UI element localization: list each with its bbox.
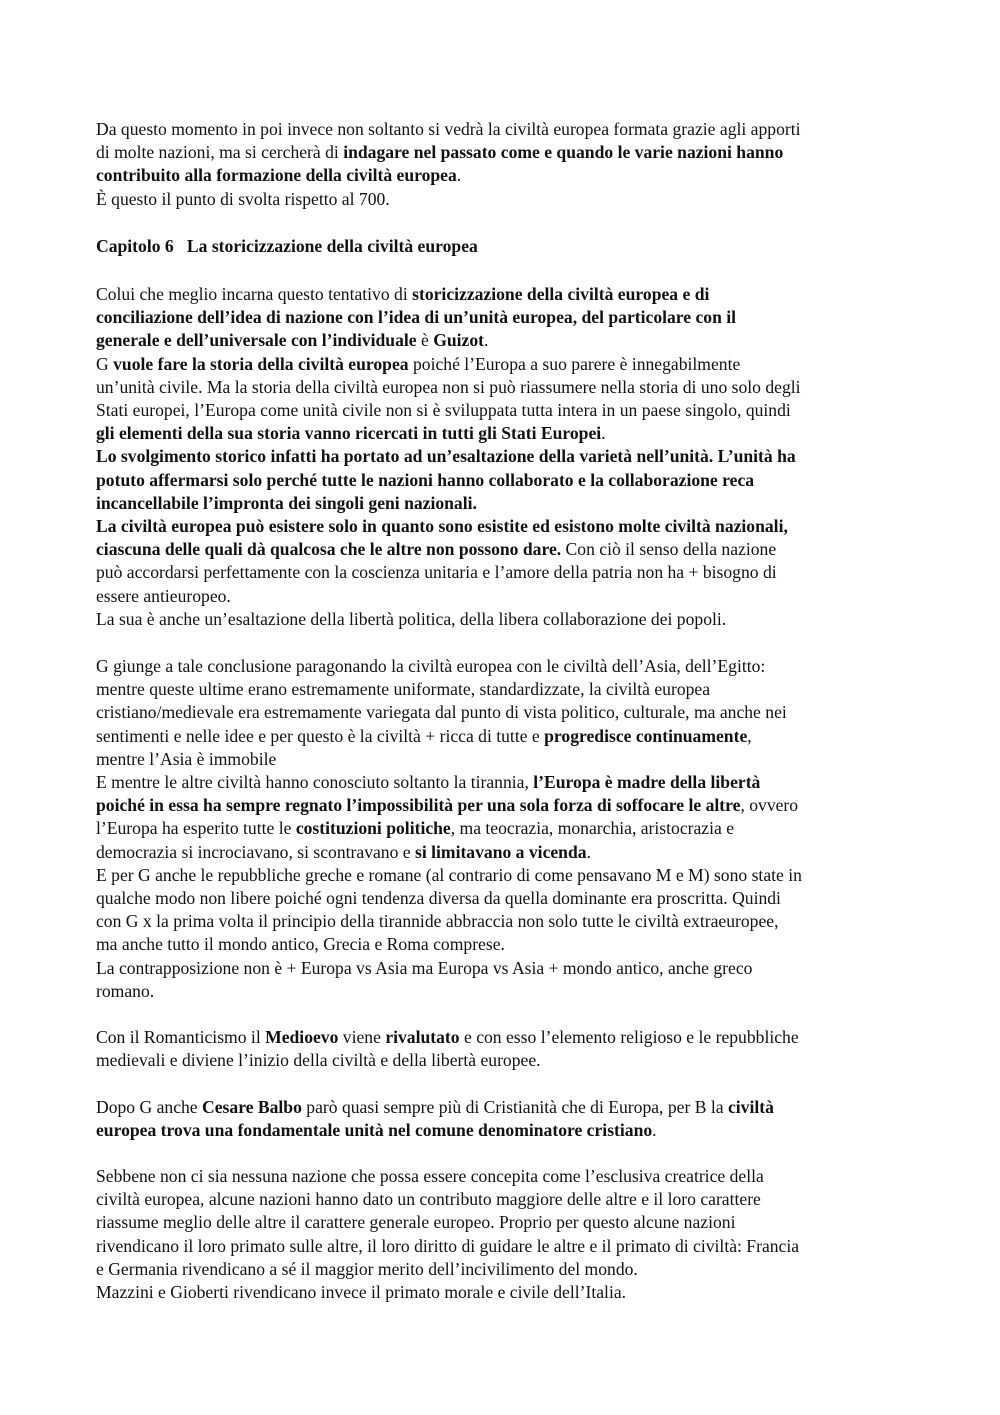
text-line: Mazzini e Gioberti rivendicano invece il primato morale e civile dell’Italia. [96, 1282, 627, 1303]
text-line: con G x la prima volta il principio della tirannide abbraccia non solo tutte le civiltà extraeuropee, [96, 911, 779, 932]
text-line: medievali e diviene l’inizio della civiltà e della libertà europee. [96, 1050, 541, 1071]
text-line: rivendicano il loro primato sulle altre, il loro diritto di guidare le altre e il primato di civiltà: Francia [96, 1235, 800, 1256]
text-line: mentre queste ultime erano estremamente uniformate, standardizzate, la civiltà europea [96, 679, 711, 700]
text-line: E per G anche le repubbliche greche e romane (al contrario di come pensavano M e M) sono state in [96, 864, 802, 885]
bold-text: vuole fare la storia della civiltà europea [113, 353, 409, 374]
text-line: sentimenti e nelle idee e per questo è la civiltà + ricca di tutte e progredisce continuamente, [96, 725, 752, 746]
bold-text: rivalutato [385, 1027, 460, 1047]
bold-text: poiché in essa ha sempre regnato l’impossibilità per una sola forza di soffocare le altre [96, 795, 741, 816]
bold-text: civiltà [727, 1097, 774, 1117]
text-line: Con il Romanticismo il Medioevo viene rivalutato e con esso l’elemento religioso e le repubbliche [96, 1027, 799, 1047]
bold-text: ciascuna delle quali dà qualcosa che le altre non possono dare. [96, 539, 562, 560]
text-line [96, 445, 916, 468]
text-line [96, 469, 916, 492]
text-line: cristiano/medievale era estremamente variegata dal punto di vista politico, culturale, ma anche nei [96, 702, 787, 723]
text-line: Stati europei, l’Europa come unità civile non si è sviluppata tutta intera in un paese singolo, quindi [96, 400, 791, 421]
intro-paragraph [96, 118, 916, 211]
text-line: un’unità civile. Ma la storia della civiltà europea non si può riassumere nella storia di uno solo degli [96, 376, 801, 397]
text-line: europea trova una fondamentale unità nel comune denominatore cristiano. [96, 1120, 657, 1141]
bold-text: Guizot [433, 330, 485, 351]
bold-text: gli elementi della sua storia vanno ricercati in tutti gli Stati Europei [96, 423, 602, 444]
text-line: gli elementi della sua storia vanno ricercati in tutti gli Stati Europei. [96, 423, 606, 444]
bold-text: Medioevo [265, 1027, 339, 1047]
bold-text: generale e dell’universale con l’individuale [96, 330, 417, 351]
bold-text: potuto affermarsi solo perché tutte le nazioni hanno collaborato e la collaborazione reca [96, 469, 755, 490]
text-line: La sua è anche un’esaltazione della libertà politica, della libera collaborazione dei popoli. [96, 608, 727, 629]
bold-text: Lo svolgimento storico infatti ha portato ad un’esaltazione della varietà nell’unità. L’unità ha [96, 446, 796, 467]
text-line: E mentre le altre civiltà hanno conosciuto soltanto la tirannia, l’Europa è madre della libertà [96, 772, 761, 793]
bold-text: indagare nel passato come e quando le varie nazioni hanno [343, 142, 784, 163]
text-line: contribuito alla formazione della civiltà europea. [96, 165, 462, 186]
text-line: G vuole fare la storia della civiltà europea poiché l’Europa a suo parere è innegabilmente [96, 353, 741, 374]
text-line: romano. [96, 980, 155, 1001]
bold-text: l’Europa è madre della libertà [533, 772, 761, 793]
text-line: mentre l’Asia è immobile [96, 748, 277, 769]
text-line: l’Europa ha esperito tutte le costituzioni politiche, ma teocrazia, monarchia, aristocrazia e [96, 818, 735, 839]
text-line: Dopo G anche Cesare Balbo parò quasi sempre più di Cristianità che di Europa, per B la civiltà [96, 1097, 774, 1117]
bold-text: costituzioni politiche [295, 818, 451, 839]
bold-text: conciliazione dell’idea di nazione con l’idea di un’unità europea, del particolare con il [96, 307, 737, 328]
text-line: di molte nazioni, ma si cercherà di indagare nel passato come e quando le varie nazioni hanno [96, 142, 784, 163]
paragraph-balbo [96, 1096, 916, 1142]
text-line: essere antieuropeo. [96, 585, 231, 606]
text-line: riassume meglio delle altre il carattere generale europeo. Proprio per questo alcune nazioni [96, 1212, 736, 1233]
text-line [96, 492, 916, 515]
text-line: democrazia si incrociavano, si scontravano e si limitavano a vicenda. [96, 841, 591, 862]
text-line: civiltà europea, alcune nazioni hanno dato un contributo maggiore delle altre e il loro carattere [96, 1189, 761, 1210]
paragraph-asia-comparison [96, 655, 916, 1003]
text-line: qualche modo non libere poiché ogni tendenza diversa da quella dominante era proscritta. Quindi [96, 888, 781, 909]
text-line: Da questo momento in poi invece non soltanto si vedrà la civiltà europea formata grazie agli apporti [96, 119, 801, 139]
bold-text: europea trova una fondamentale unità nel comune denominatore cristiano [96, 1120, 653, 1141]
text-line: poiché in essa ha sempre regnato l’impossibilità per una sola forza di soffocare le altre, ovvero [96, 795, 799, 816]
chapter-heading: Capitolo 6 La storicizzazione della civiltà europea [96, 236, 478, 256]
bold-text: progredisce continuamente [544, 725, 748, 746]
text-line: G giunge a tale conclusione paragonando la civiltà europea con le civiltà dell’Asia, dell’Egitto: [96, 656, 766, 676]
text-line: ciascuna delle quali dà qualcosa che le altre non possono dare. Con ciò il senso della nazione [96, 539, 777, 560]
text-line: generale e dell’universale con l’individuale è Guizot. [96, 330, 489, 351]
text-line: È questo il punto di svolta rispetto al 700. [96, 188, 390, 209]
bold-text: si limitavano a vicenda [415, 841, 587, 862]
text-line: e Germania rivendicano a sé il maggior merito dell’incivilimento del mondo. [96, 1258, 638, 1279]
text-line: Sebbene non ci sia nessuna nazione che possa essere concepita come l’esclusiva creatrice della [96, 1166, 764, 1186]
text-line: può accordarsi perfettamente con la coscienza unitaria e l’amore della patria non ha + bisogno di [96, 562, 777, 583]
paragraph-romanticismo [96, 1026, 916, 1072]
bold-text: La civiltà europea può esistere solo in quanto sono esistite ed esistono molte civiltà nazionali, [96, 516, 788, 537]
bold-text: contribuito alla formazione della civiltà europea [96, 165, 457, 186]
text-line [96, 306, 916, 329]
text-line: Colui che meglio incarna questo tentativo di storicizzazione della civiltà europea e di [96, 284, 710, 304]
bold-text: storicizzazione della civiltà europea e di [412, 284, 710, 304]
paragraph-primato [96, 1165, 916, 1304]
text-line: ma anche tutto il mondo antico, Grecia e Roma comprese. [96, 934, 505, 955]
bold-text: incancellabile l’impronta dei singoli geni nazionali. [96, 492, 477, 513]
text-line: La contrapposizione non è + Europa vs Asia ma Europa vs Asia + mondo antico, anche greco [96, 957, 753, 978]
bold-text: Cesare Balbo [202, 1097, 302, 1117]
text-line [96, 515, 916, 538]
paragraph-guizot [96, 283, 916, 631]
